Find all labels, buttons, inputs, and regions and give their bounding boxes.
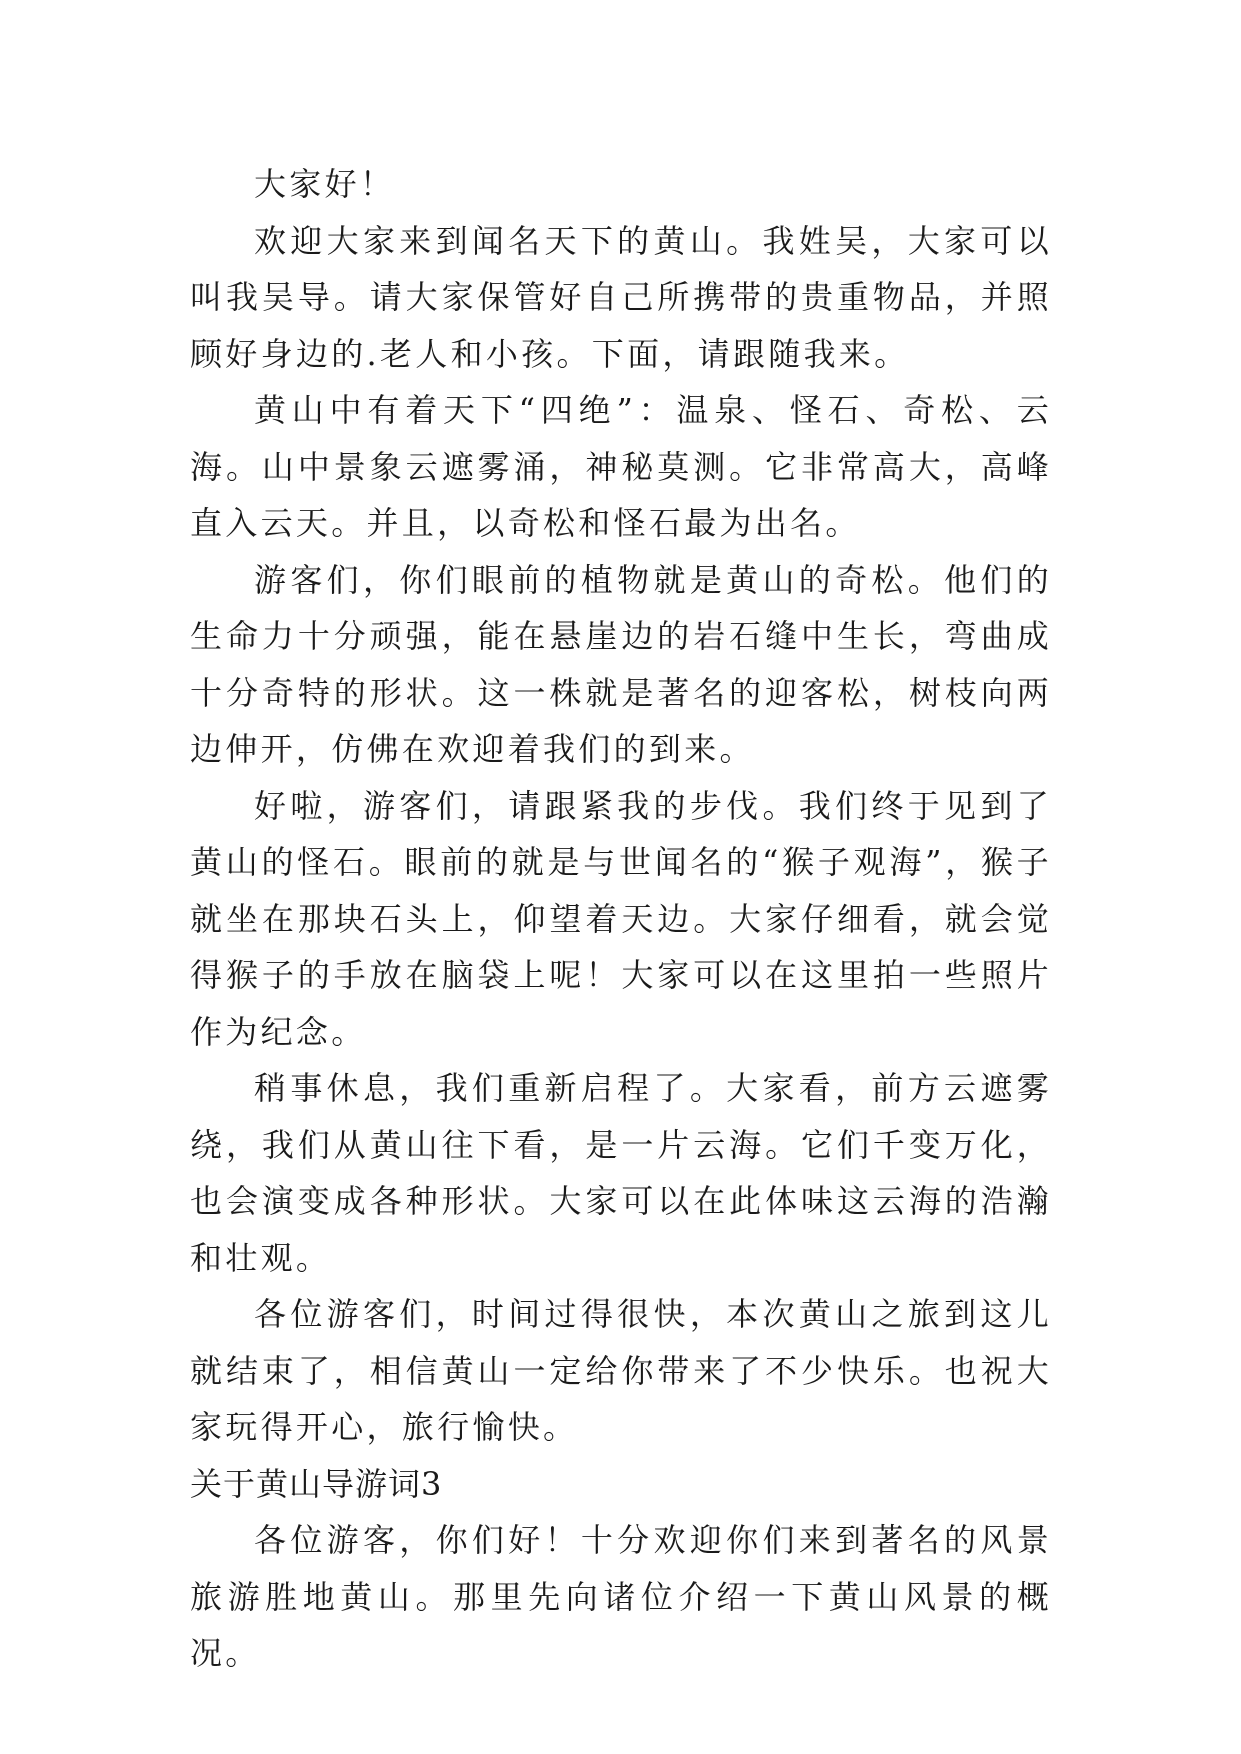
paragraph-greeting: 大家好！ bbox=[254, 165, 396, 203]
paragraph-rocks: 好啦，游客们，请跟紧我的步伐。我们终于见到了黄山的怪石。眼前的就是与世闻名的“猴子观海”，猴子就坐在那块石头上，仰望着天边。大家仔细看，就会觉得猴子的手放在脑袋上呢！大家可以在这里拍一些照片作为纪念。 bbox=[190, 786, 1052, 1051]
paragraph-welcome: 欢迎大家来到闻名天下的黄山。我姓吴，大家可以叫我吴导。请大家保管好自己所携带的贵重物品，并照顾好身边的.老人和小孩。下面，请跟随我来。 bbox=[190, 221, 1052, 373]
paragraph-farewell: 各位游客们，时间过得很快，本次黄山之旅到这儿就结束了，相信黄山一定给你带来了不少快乐。也祝大家玩得开心，旅行愉快。 bbox=[190, 1295, 1052, 1446]
paragraph-sea-of-clouds: 稍事休息，我们重新启程了。大家看，前方云遮雾绕，我们从黄山往下看，是一片云海。它们千变万化，也会演变成各种形状。大家可以在此体味这云海的浩瀚和壮观。 bbox=[190, 1069, 1052, 1277]
paragraph-section-intro: 各位游客，你们好！十分欢迎你们来到著名的风景旅游胜地黄山。那里先向诸位介绍一下黄山风景的概况。 bbox=[190, 1521, 1052, 1672]
paragraph-pines: 游客们，你们眼前的植物就是黄山的奇松。他们的生命力十分顽强，能在悬崖边的岩石缝中生长，弯曲成十分奇特的形状。这一株就是著名的迎客松，树枝向两边伸开，仿佛在欢迎着我们的到来。 bbox=[190, 560, 1052, 768]
document-body bbox=[190, 156, 1052, 1682]
section-heading: 关于黄山导游词3 bbox=[190, 1464, 443, 1503]
paragraph-four-wonders: 黄山中有着天下“四绝”：温泉、怪石、奇松、云海。山中景象云遮雾涌，神秘莫测。它非常高大，高峰直入云天。并且，以奇松和怪石最为出名。 bbox=[190, 391, 1052, 542]
